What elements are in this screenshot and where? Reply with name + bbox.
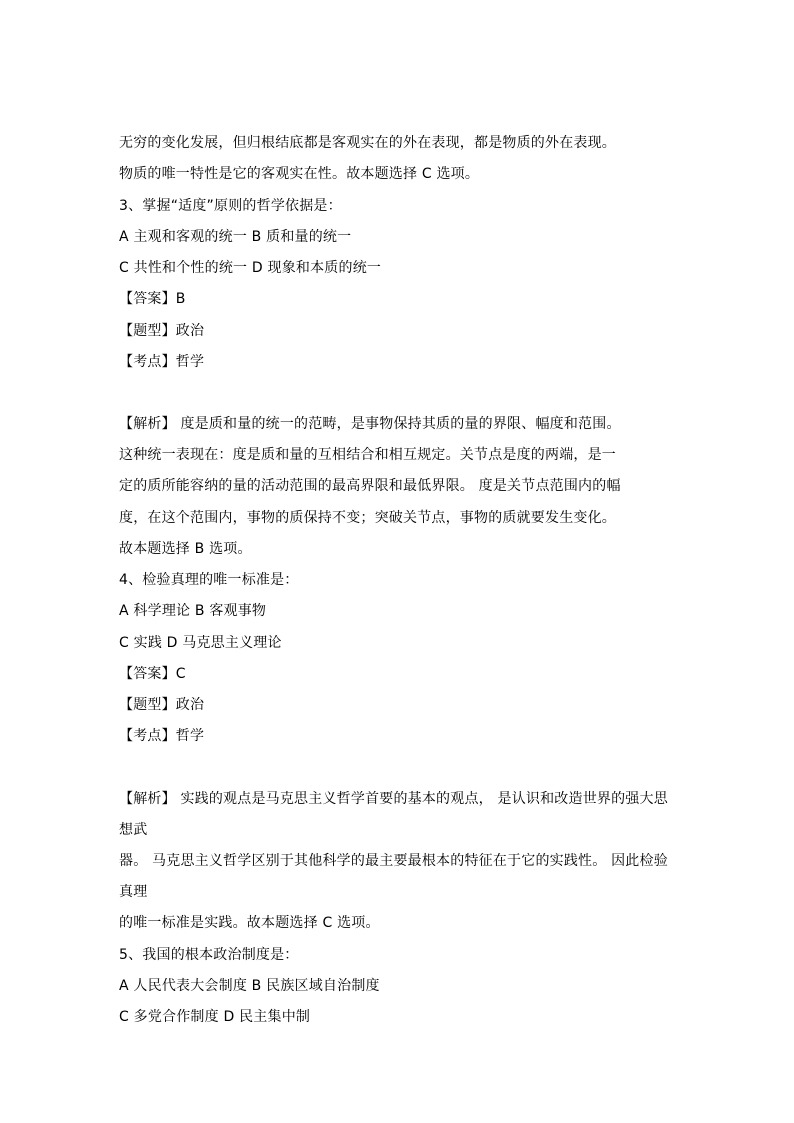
text-line: 无穷的变化发展，但归根结底都是客观实在的外在表现，都是物质的外在表现。	[119, 135, 616, 151]
question-4-options-cd: C 实践 D 马克思主义理论	[119, 635, 282, 651]
analysis-line: 【解析】 度是质和量的统一的范畴，是事物保持其质的量的界限、幅度和范围。	[119, 416, 621, 432]
text-line: 物质的唯一特性是它的客观实在性。故本题选择 C 选项。	[119, 166, 480, 182]
question-5-options-ab: A 人民代表大会制度 B 民族区域自治制度	[119, 978, 380, 994]
analysis-line: 器。 马克思主义哲学区别于其他科学的最主要最根本的特征在于它的实践性。 因此检验	[119, 853, 668, 869]
analysis-line: 想武	[119, 822, 148, 838]
analysis-line: 度，在这个范围内，事物的质保持不变；突破关节点，事物的质就要发生变化。	[119, 510, 616, 526]
question-5-stem: 5、我国的根本政治制度是：	[119, 947, 299, 963]
question-3-stem: 3、掌握“适度”原则的哲学依据是：	[119, 198, 342, 214]
answer-label: 【答案】B	[119, 291, 186, 307]
question-3-options-ab: A 主观和客观的统一 B 质和量的统一	[119, 229, 352, 245]
question-type-label: 【题型】政治	[119, 697, 205, 713]
analysis-line: 【解析】 实践的观点是马克思主义哲学首要的基本的观点， 是认识和改造世界的强大思	[119, 791, 668, 807]
question-type-label: 【题型】政治	[119, 323, 205, 339]
answer-label: 【答案】C	[119, 666, 186, 682]
knowledge-point-label: 【考点】哲学	[119, 728, 205, 744]
analysis-line: 真理	[119, 884, 148, 900]
analysis-line: 故本题选择 B 选项。	[119, 541, 252, 557]
knowledge-point-label: 【考点】哲学	[119, 354, 205, 370]
question-4-options-ab: A 科学理论 B 客观事物	[119, 603, 267, 619]
question-4-stem: 4、检验真理的唯一标准是：	[119, 572, 299, 588]
analysis-line: 这种统一表现在：度是质和量的互相结合和相互规定。关节点是度的两端，是一	[119, 447, 616, 463]
analysis-line: 的唯一标准是实践。故本题选择 C 选项。	[119, 915, 380, 931]
question-5-options-cd: C 多党合作制度 D 民主集中制	[119, 1009, 311, 1025]
question-3-options-cd: C 共性和个性的统一 D 现象和本质的统一	[119, 260, 382, 276]
analysis-line: 定的质所能容纳的量的活动范围的最高界限和最低界限。 度是关节点范围内的幅	[119, 478, 621, 494]
